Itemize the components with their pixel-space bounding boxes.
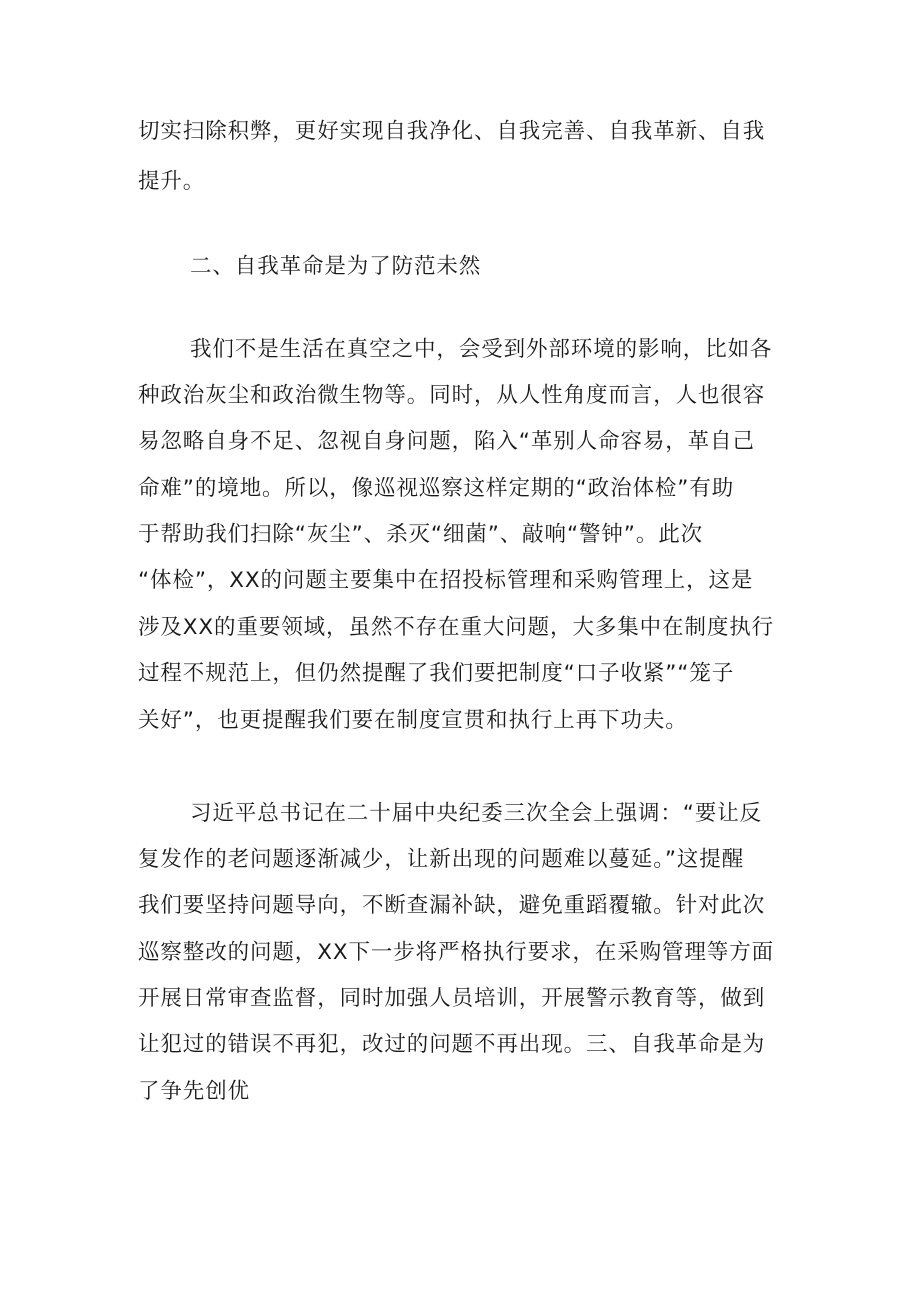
paragraph-2-line-3: 易忽略自身不足、忽视自身问题，陷入“革别人命容易，革自己	[138, 429, 755, 454]
paragraph-3-line-4: 巡察整改的问题，XX下一步将严格执行要求，在采购管理等方面	[138, 940, 775, 965]
paragraph-1-line-2: 提升。	[138, 169, 206, 194]
paragraph-3-line-5: 开展日常审查监督，同时加强人员培训，开展警示教育等，做到	[138, 986, 766, 1011]
paragraph-2-line-7: 涉及XX的重要领域，虽然不存在重大问题，大多集中在制度执行	[138, 615, 775, 640]
paragraph-2-line-2: 种政治灰尘和政治微生物等。同时，从人性角度而言，人也很容	[138, 383, 766, 408]
paragraph-2-line-9: 关好”，也更提醒我们要在制度宣贯和执行上再下功夫。	[138, 708, 688, 733]
paragraph-3-line-6: 让犯过的错误不再犯，改过的问题不再出现。三、自我革命是为	[138, 1032, 766, 1057]
paragraph-3-line-7: 了争先创优	[138, 1079, 251, 1104]
paragraph-2-line-1: 我们不是生活在真空之中，会受到外部环境的影响，比如各	[190, 337, 773, 362]
paragraph-1-line-1: 切实扫除积弊，更好实现自我净化、自我完善、自我革新、自我	[138, 119, 766, 144]
section-heading-2: 二、自我革命是为了防范未然	[190, 254, 482, 279]
paragraph-3-line-2: 复发作的老问题逐渐减少，让新出现的问题难以蔓延。”这提醒	[138, 847, 745, 872]
paragraph-3-line-1: 习近平总书记在二十届中央纪委三次全会上强调：“要让反	[190, 801, 763, 826]
paragraph-2-line-8: 过程不规范上，但仍然提醒了我们要把制度“口子收紧”“笼子	[138, 661, 735, 686]
paragraph-2-line-4: 命难”的境地。所以，像巡视巡察这样定期的“政治体检”有助	[138, 476, 735, 501]
paragraph-2-line-5: 于帮助我们扫除“灰尘”、杀灭“细菌”、敲响“警钟”。此次	[138, 522, 704, 547]
paragraph-3-line-3: 我们要坚持问题导向，不断查漏补缺，避免重蹈覆辙。针对此次	[138, 893, 766, 918]
paragraph-2-line-6: “体检”，XX的问题主要集中在招投标管理和采购管理上，这是	[138, 568, 754, 593]
